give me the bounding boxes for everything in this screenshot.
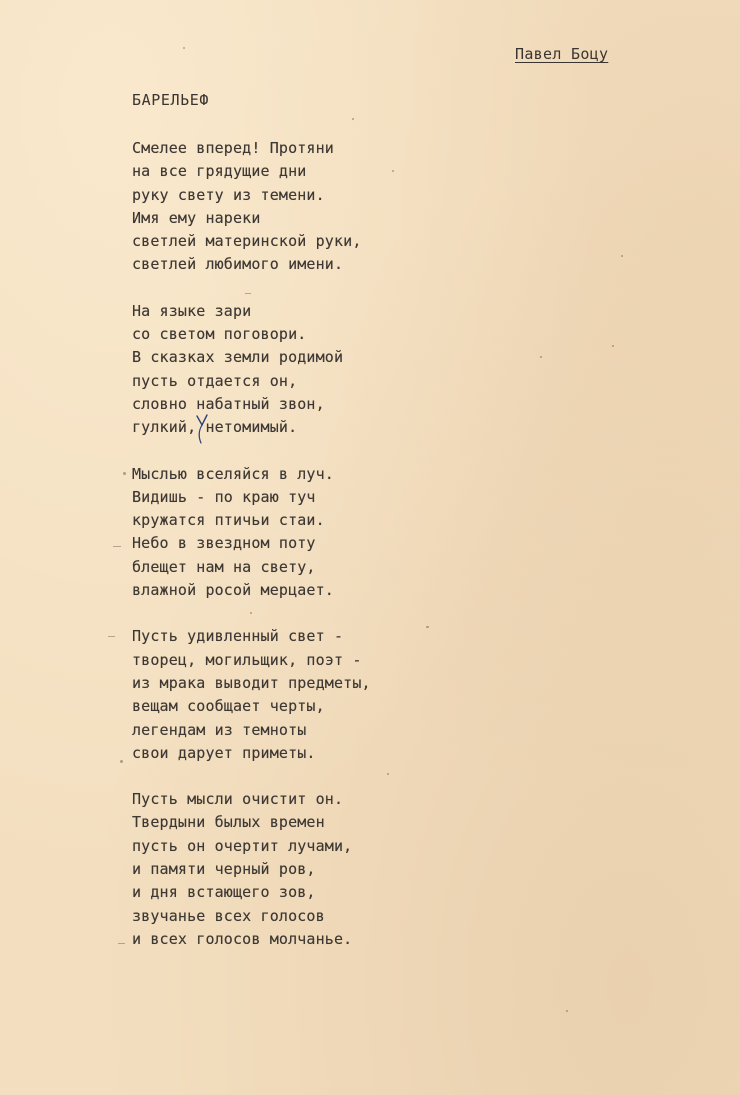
paper-speck bbox=[566, 1010, 568, 1012]
paper-speck bbox=[250, 612, 252, 614]
paper-speck bbox=[540, 356, 542, 358]
poem-line: В сказках земли родимой bbox=[132, 348, 344, 367]
poem-line: кружатся птичьи стаи. bbox=[132, 511, 325, 530]
poem-line: со светом поговори. bbox=[132, 325, 307, 344]
poem-line: Имя ему нареки bbox=[132, 208, 261, 227]
stanza-2 bbox=[132, 300, 432, 440]
paper-speck bbox=[621, 255, 623, 257]
poem-line: и дня встающего зов, bbox=[132, 883, 316, 902]
paper-speck bbox=[426, 626, 429, 628]
poem-line: светлей материнской руки, bbox=[132, 232, 362, 251]
poem-line: Видишь - по краю туч bbox=[132, 487, 316, 506]
paper-speck bbox=[612, 345, 614, 347]
paper-mark bbox=[113, 546, 121, 547]
stanza-5 bbox=[132, 788, 432, 951]
poem-line: руку свету из темени. bbox=[132, 185, 325, 204]
poem-title: БАРЕЛЬЕФ bbox=[132, 91, 210, 109]
poem-line: блещет нам на свету, bbox=[132, 557, 316, 576]
poem-line: Смелее вперед! Протяни bbox=[132, 139, 334, 157]
paper-speck bbox=[120, 760, 123, 763]
paper-speck bbox=[352, 118, 354, 120]
poem-line: на все грядущие дни bbox=[132, 162, 307, 181]
author-name: Павел Боцу bbox=[515, 45, 609, 63]
poem-line: легендам из темноты bbox=[132, 720, 307, 739]
poem-line: из мрака выводит предметы, bbox=[132, 673, 371, 692]
paper-mark bbox=[245, 293, 251, 294]
poem-line: пусть он очертит лучами, bbox=[132, 836, 353, 855]
poem-line: влажной росой мерцает. bbox=[132, 581, 334, 600]
stanza-4 bbox=[132, 625, 432, 765]
poem-line: и всех голосов молчанье. bbox=[132, 929, 353, 948]
poem-line: Мыслью вселяйся в луч. bbox=[132, 464, 334, 483]
poem-line: Пусть мысли очистит он. bbox=[132, 790, 344, 809]
poem-line: На языке зари bbox=[132, 301, 252, 320]
stanza-1 bbox=[132, 137, 432, 277]
poem-line: звучанье всех голосов bbox=[132, 906, 325, 925]
ink-correction-mark bbox=[193, 412, 217, 446]
stanza-3 bbox=[132, 463, 432, 603]
paper-mark bbox=[118, 943, 125, 944]
poem-line: гулкий, нетомимый. bbox=[132, 418, 298, 437]
poem-line: Небо в звездном поту bbox=[132, 534, 316, 553]
paper-speck bbox=[183, 47, 185, 49]
poem-line: свои дарует приметы. bbox=[132, 743, 316, 762]
poem-line: словно набатный звон, bbox=[132, 394, 325, 413]
poem-body bbox=[132, 137, 432, 974]
poem-line: пусть отдается он, bbox=[132, 371, 298, 390]
poem-line: и памяти черный ров, bbox=[132, 860, 316, 879]
poem-line: светлей любимого имени. bbox=[132, 255, 344, 274]
paper-mark bbox=[108, 636, 115, 637]
paper-speck bbox=[387, 773, 389, 775]
paper-speck bbox=[392, 170, 394, 172]
poem-line: вещам сообщает черты, bbox=[132, 697, 325, 716]
poem-line: Твердыни былых времен bbox=[132, 813, 325, 832]
poem-line: творец, могильщик, поэт - bbox=[132, 650, 362, 669]
paper-speck bbox=[123, 472, 126, 475]
poem-line: Пусть удивленный свет - bbox=[132, 627, 344, 646]
